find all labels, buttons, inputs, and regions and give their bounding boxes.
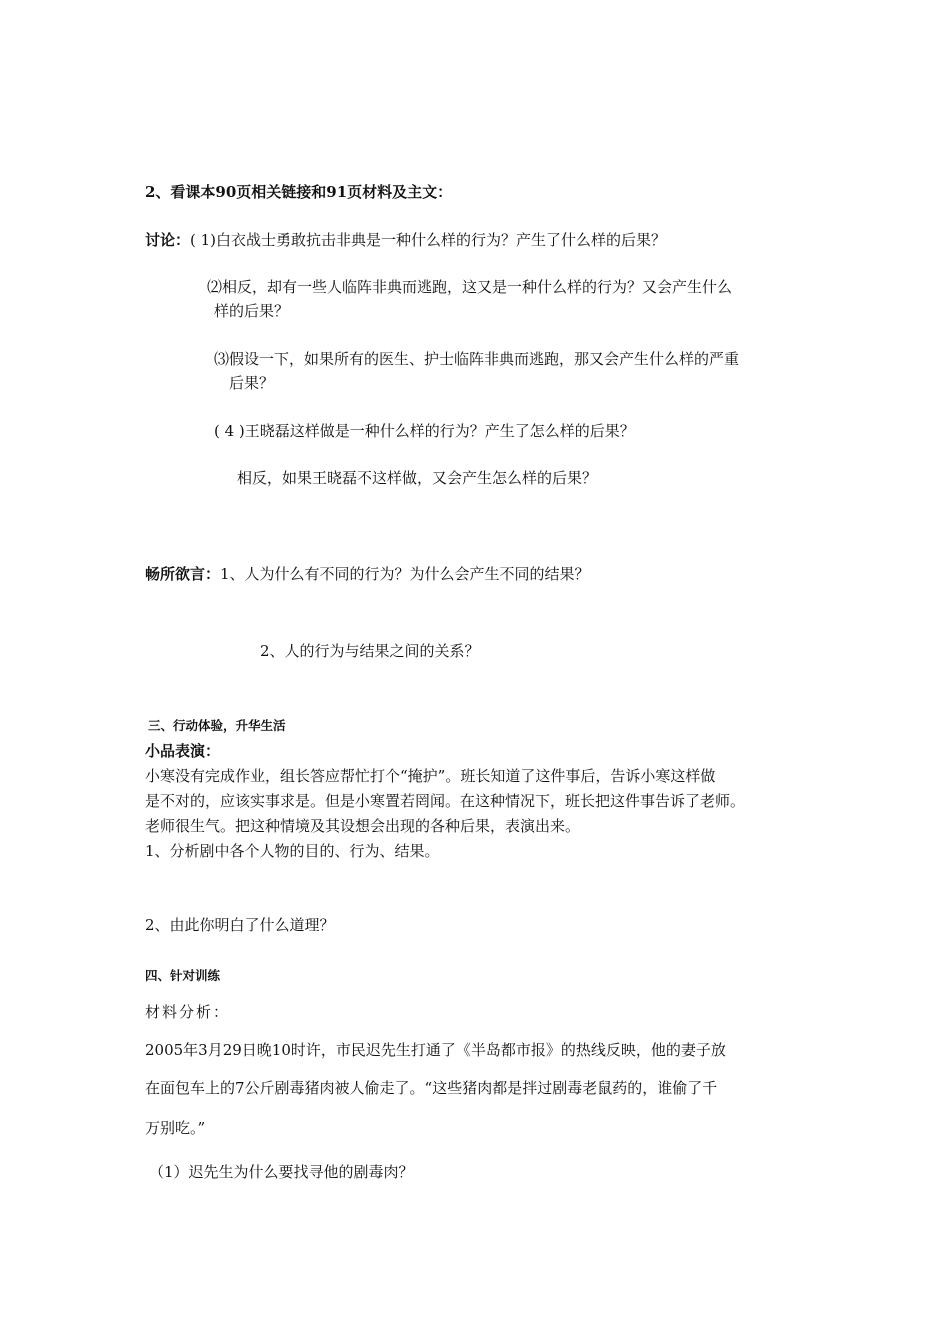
discussion-question-3-line-1: ⑶假设一下，如果所有的医生、护士临阵非典而逃跑，那又会产生什么样的严重: [214, 350, 740, 368]
skit-label: 小品表演：: [145, 742, 221, 760]
skit-paragraph-line-3: 老师很生气。把这种情境及其设想会出现的各种后果，表演出来。: [145, 817, 581, 835]
material-paragraph-line-1: 2005年3月29日晚10时许，市民迟先生打通了《半岛都市报》的热线反映，他的妻子放: [145, 1041, 726, 1059]
section-3-heading: 三、行动体验，升华生活: [148, 718, 286, 733]
question-1-text: ( 1)白衣战士勇敢抗击非典是一种什么样的行为？产生了什么样的后果？: [190, 231, 667, 249]
material-label: 材料分析：: [145, 1003, 231, 1021]
section-4-heading: 四、针对训练: [145, 968, 221, 983]
free-talk-item-1-text: 1、人为什么有不同的行为？为什么会产生不同的结果？: [220, 565, 590, 583]
discussion-question-2-line-1: ⑵相反，却有一些人临阵非典而逃跑，这又是一种什么样的行为？又会产生什么: [207, 278, 733, 296]
free-talk-item-1: [145, 564, 590, 584]
skit-paragraph-line-2: 是不对的，应该实事求是。但是小寒置若罔闻。在这种情况下，班长把这件事告诉了老师。: [145, 792, 746, 810]
skit-task-2: 2、由此你明白了什么道理？: [145, 916, 335, 934]
discussion-question-4: ( 4 )王晓磊这样做是一种什么样的行为？产生了怎么样的后果？: [214, 422, 635, 440]
discussion-label: 讨论：: [145, 231, 191, 249]
skit-paragraph-line-1: 小寒没有完成作业，组长答应帮忙打个“掩护”。班长知道了这件事后，告诉小寒这样做: [145, 767, 716, 785]
free-talk-label: 畅所欲言：: [145, 565, 221, 583]
discussion-question-3-line-2: 后果？: [229, 374, 275, 392]
material-paragraph-line-2: 在面包车上的7公斤剧毒猪肉被人偷走了。“这些猪肉都是拌过剧毒老鼠药的，谁偷了千: [145, 1079, 718, 1097]
discussion-question-2-line-2: 样的后果？: [214, 302, 290, 320]
free-talk-item-2: 2、人的行为与结果之间的关系？: [260, 642, 480, 660]
material-question-1: （1）迟先生为什么要找寻他的剧毒肉？: [149, 1163, 414, 1181]
skit-task-1: 1、分析剧中各个人物的目的、行为、结果。: [145, 842, 440, 860]
discussion-question-4-followup: 相反，如果王晓磊不这样做，又会产生怎么样的后果？: [237, 469, 598, 487]
section-2-heading: 2、看课本90页相关链接和91页材料及主文：: [145, 183, 453, 201]
material-paragraph-line-3: 万别吃。”: [145, 1119, 206, 1137]
discussion-question-1: [145, 230, 666, 250]
